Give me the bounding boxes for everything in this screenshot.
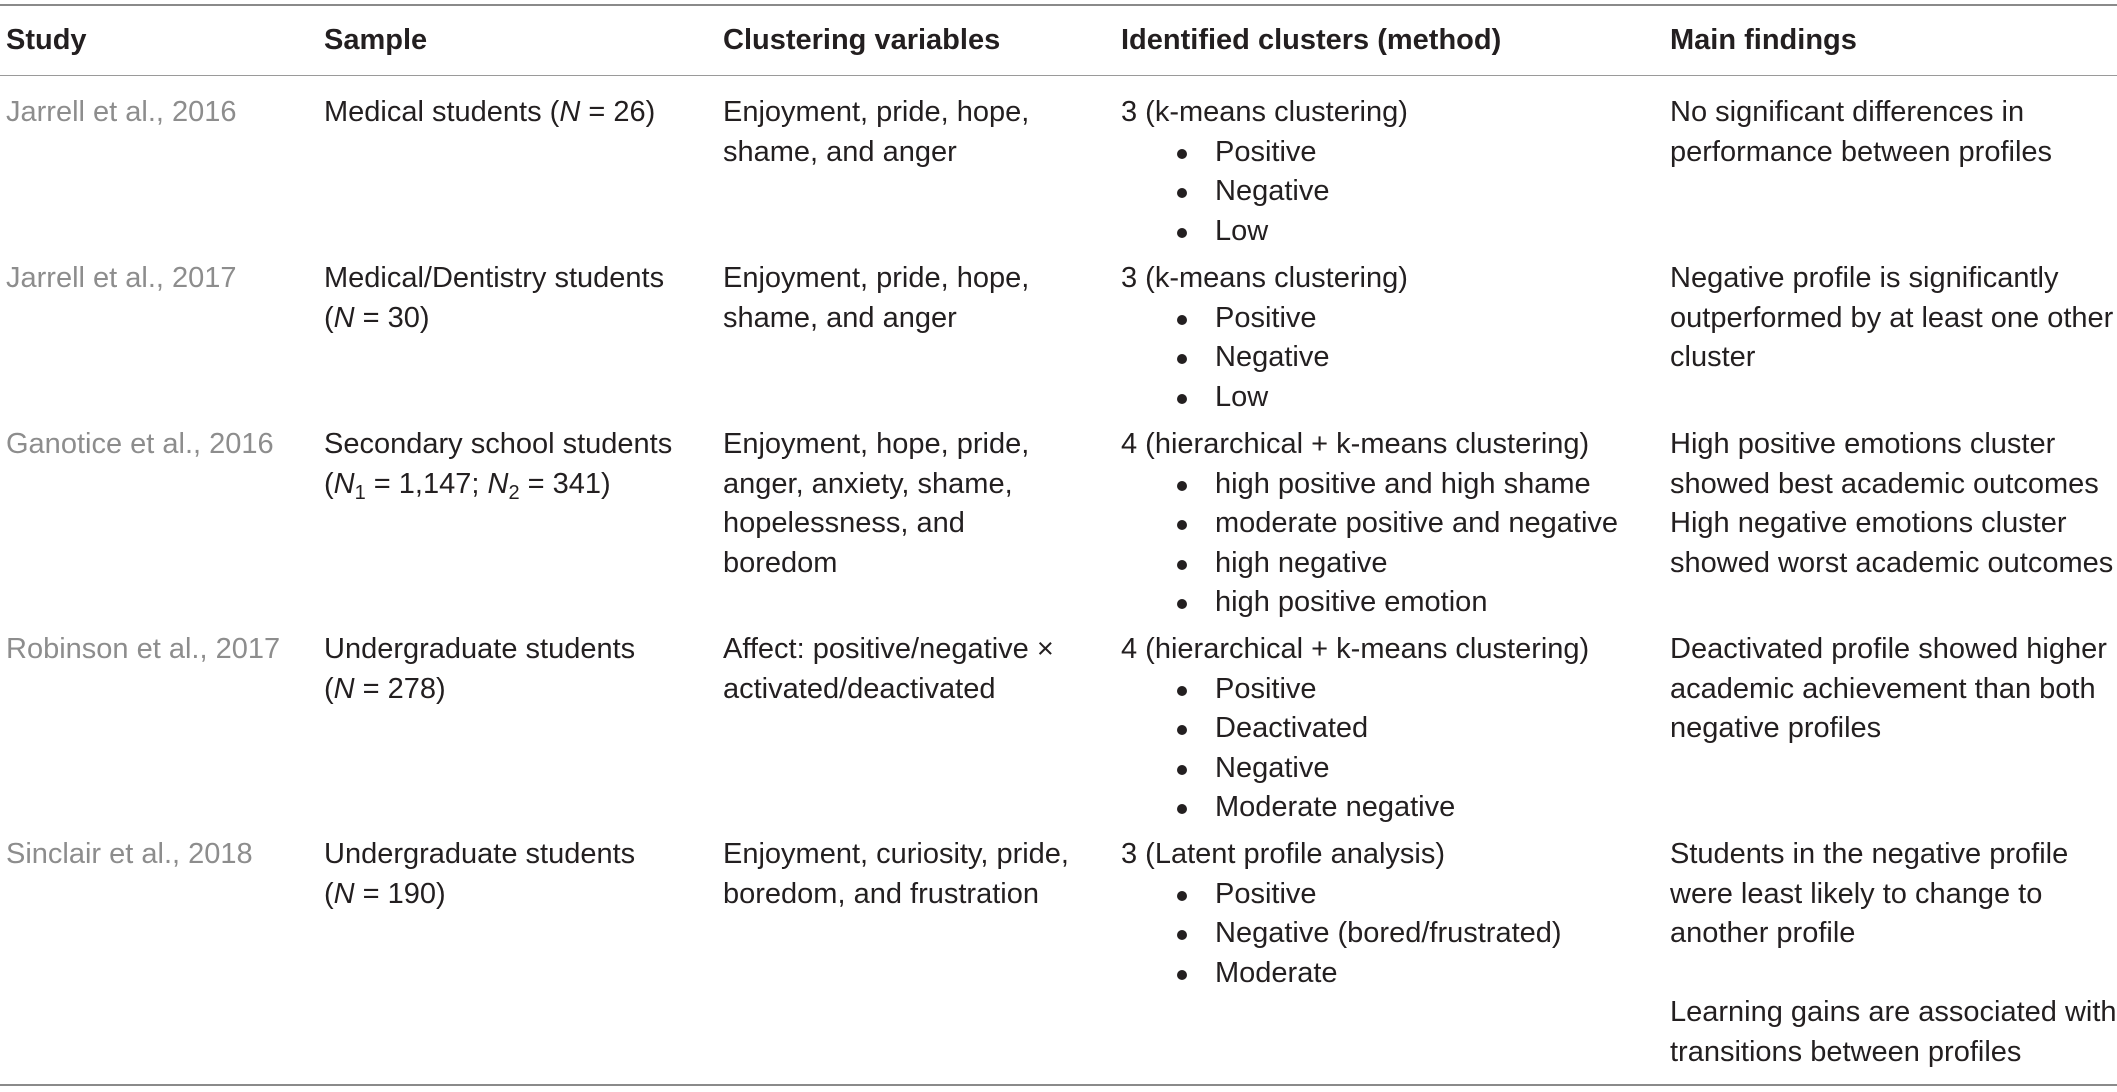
paragraph-gap	[1670, 954, 2117, 994]
bullet-icon	[1177, 765, 1187, 775]
cluster-item: Positive	[1121, 133, 1408, 173]
sample-size: (N = 30)	[324, 301, 430, 334]
clusters-cell	[1121, 835, 1562, 993]
cluster-item: Negative	[1121, 338, 1408, 378]
variables-line: hopelessness, and	[723, 507, 965, 539]
findings-cell	[1670, 835, 2117, 1072]
cluster-method: 3 (k-means clustering)	[1121, 262, 1408, 294]
cluster-item: Moderate	[1121, 954, 1562, 994]
variables-line: Enjoyment, pride, hope,	[723, 262, 1030, 294]
bullet-icon	[1177, 188, 1187, 198]
sample-text: Medical/Dentistry students	[324, 262, 665, 294]
bullet-icon	[1177, 725, 1187, 735]
sample-cell	[324, 835, 635, 914]
variables-cell	[723, 835, 1069, 914]
sample-cell	[324, 630, 635, 709]
bullet-icon	[1177, 804, 1187, 814]
study-cell: Jarrell et al., 2016	[6, 96, 237, 128]
cluster-item: Deactivated	[1121, 709, 1589, 749]
variables-line: Affect: positive/negative ×	[723, 633, 1054, 665]
variables-line: shame, and anger	[723, 301, 957, 334]
cluster-item: Low	[1121, 212, 1408, 252]
study-cell: Ganotice et al., 2016	[6, 428, 274, 460]
column-header-clustering-variables: Clustering variables	[723, 24, 1001, 56]
bullet-icon	[1177, 560, 1187, 570]
variables-line: Enjoyment, hope, pride,	[723, 428, 1030, 460]
findings-line: were least likely to change to	[1670, 877, 2043, 910]
findings-line: Deactivated profile showed higher	[1670, 633, 2107, 665]
table-top-rule	[0, 4, 2117, 6]
column-header-main-findings: Main findings	[1670, 24, 1857, 56]
bullet-icon	[1177, 686, 1187, 696]
bullet-icon	[1177, 315, 1187, 325]
variables-line: boredom	[723, 546, 838, 579]
study-cell: Jarrell et al., 2017	[6, 262, 237, 294]
table-bottom-rule	[0, 1084, 2117, 1086]
variables-line: Enjoyment, curiosity, pride,	[723, 838, 1069, 870]
findings-line: No significant differences in	[1670, 96, 2025, 128]
cluster-item: Negative	[1121, 749, 1589, 789]
cluster-item: Positive	[1121, 299, 1408, 339]
cluster-item: Negative	[1121, 172, 1408, 212]
sample-text: Undergraduate students	[324, 838, 636, 870]
bullet-icon	[1177, 599, 1187, 609]
findings-cell	[1670, 259, 2113, 378]
findings-cell	[1670, 630, 2107, 749]
header-rule	[0, 75, 2117, 76]
cluster-item: high positive emotion	[1121, 583, 1618, 623]
findings-cell	[1670, 425, 2113, 583]
cluster-item: high positive and high shame	[1121, 465, 1618, 505]
sample-cell	[324, 93, 655, 133]
variables-line: boredom, and frustration	[723, 877, 1039, 910]
variables-line: Enjoyment, pride, hope,	[723, 96, 1030, 128]
sample-size: (N = 278)	[324, 672, 446, 705]
cluster-item: Positive	[1121, 670, 1589, 710]
bullet-icon	[1177, 891, 1187, 901]
sample-text: Medical students (	[324, 96, 560, 128]
variables-line: activated/deactivated	[723, 672, 996, 705]
variables-cell	[723, 259, 1029, 338]
bullet-icon	[1177, 149, 1187, 159]
clusters-cell	[1121, 630, 1589, 828]
findings-line: another profile	[1670, 917, 1856, 949]
clusters-cell	[1121, 93, 1408, 251]
sample-size: (N = 190)	[324, 877, 446, 910]
study-cell: Sinclair et al., 2018	[6, 838, 253, 870]
findings-cell	[1670, 93, 2052, 172]
variables-cell	[723, 93, 1029, 172]
cluster-method: 4 (hierarchical + k-means clustering)	[1121, 428, 1590, 460]
sample-size: ($N_1 = 1,147$; $N_2 = 341$)	[324, 467, 611, 504]
bullet-icon	[1177, 481, 1187, 491]
findings-line: outperformed by at least one other	[1670, 301, 2114, 334]
findings-line: High positive emotions cluster	[1670, 428, 2056, 460]
sample-n-symbol: N	[559, 96, 581, 128]
variables-cell	[723, 630, 1054, 709]
cluster-item: high negative	[1121, 544, 1618, 584]
findings-line: Students in the negative profile	[1670, 838, 2069, 870]
study-cell: Robinson et al., 2017	[6, 633, 281, 665]
findings-line: showed best academic outcomes	[1670, 467, 2099, 500]
variables-line: anger, anxiety, shame,	[723, 467, 1013, 500]
bullet-icon	[1177, 228, 1187, 238]
cluster-item: Positive	[1121, 875, 1562, 915]
findings-line: High negative emotions cluster	[1670, 507, 2067, 539]
sample-text: Undergraduate students	[324, 633, 636, 665]
cluster-method: 3 (Latent profile analysis)	[1121, 838, 1445, 870]
cluster-item: Negative (bored/frustrated)	[1121, 914, 1562, 954]
findings-line: negative profiles	[1670, 712, 1882, 744]
bullet-icon	[1177, 970, 1187, 980]
column-header-sample: Sample	[324, 24, 428, 56]
column-header-identified-clusters: Identified clusters (method)	[1121, 24, 1502, 56]
findings-line: academic achievement than both	[1670, 672, 2096, 705]
findings-line: transitions between profiles	[1670, 1035, 2022, 1068]
cluster-item: Low	[1121, 378, 1408, 418]
findings-line: Negative profile is significantly	[1670, 262, 2059, 294]
variables-line: shame, and anger	[723, 135, 957, 168]
sample-cell	[324, 259, 664, 338]
sample-cell	[324, 425, 672, 513]
column-header-study: Study	[6, 24, 87, 56]
bullet-icon	[1177, 354, 1187, 364]
clusters-cell	[1121, 259, 1408, 417]
variables-cell	[723, 425, 1029, 583]
bullet-icon	[1177, 930, 1187, 940]
sample-n-value: = 26)	[580, 96, 656, 128]
cluster-method: 3 (k-means clustering)	[1121, 96, 1408, 128]
cluster-item: moderate positive and negative	[1121, 504, 1618, 544]
findings-line: performance between profiles	[1670, 135, 2053, 168]
sample-text: Secondary school students	[324, 428, 673, 460]
cluster-item: Moderate negative	[1121, 788, 1589, 828]
bullet-icon	[1177, 394, 1187, 404]
cluster-method: 4 (hierarchical + k-means clustering)	[1121, 633, 1590, 665]
bullet-icon	[1177, 520, 1187, 530]
findings-line: cluster	[1670, 341, 1756, 373]
findings-line: Learning gains are associated with	[1670, 996, 2117, 1028]
findings-line: showed worst academic outcomes	[1670, 546, 2114, 579]
clusters-cell	[1121, 425, 1618, 623]
